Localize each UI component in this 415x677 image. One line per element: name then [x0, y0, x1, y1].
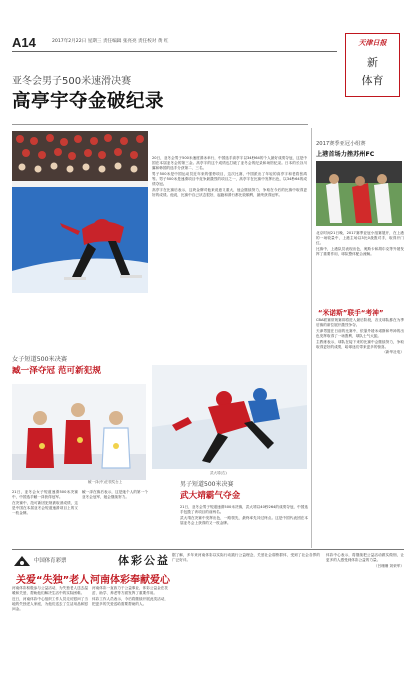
- right-top-paragraph: 比赛中，上港队员表现出色，奥斯卡和胡尔克等外援发挥了重要作用，球队整体配合流畅。: [316, 246, 404, 256]
- center-mid-paragraph: 武大靖在决赛中发挥出色，一路领先，最终率先冲过终点。这是中国代表团在本届亚冬会上获得的又一枚金牌。: [180, 515, 308, 525]
- lottery-section: 体彩公益: [118, 554, 170, 567]
- center-mid-photo-caption: 武大靖(右): [210, 471, 227, 475]
- bottom-paragraph: 体彩中心表示，将继续把公益活动做实做细，让更多的人感受到体彩公益的力量。: [326, 553, 404, 563]
- lead-kicker: 亚冬会男子500米速滑决赛: [12, 76, 132, 87]
- section-title-1: 新: [367, 56, 378, 69]
- center-mid-paragraph: 21日，亚冬会男子短道速滑500米决赛，武大靖以40秒264的成绩夺冠，中国选手包揽了该项目的前两名。: [180, 505, 308, 515]
- left-mid-photo-caption: 臧一泽(中)在领奖台上: [88, 480, 123, 484]
- left-mid-body-b: [82, 490, 148, 501]
- left-mid-headline: 臧一泽夺冠 范可新犯规: [12, 366, 101, 376]
- right-mid-paragraph: 天津男篮在日前的比赛中，依靠外援米诺斯和考神的出色发挥取得了一场胜利，球队士气大振。: [316, 328, 404, 338]
- bottom-paragraph: 近日，河南体彩中心组织工作人员走访慰问了当地的失独老人家庭，为他们送去了生活用品和慰问金。: [12, 596, 88, 611]
- right-mid-paragraph: CBA联赛常规赛即将进入最后阶段，各支球队都在为季后赛的席位展开激烈争夺。: [316, 318, 404, 328]
- lead-headline: 高亭宇夺金破纪录: [12, 91, 165, 112]
- right-top-headline: 上港首场力挫苏州FC: [316, 151, 375, 158]
- lead-paragraph: 高亭宇在比赛后表示，这块金牌对他来说意义重大，他会继续努力，争取在今后的比赛中取得更好的成绩。他说，比赛中自己状态很好，起跑和滑行都比较顺利，最终获得冠军。: [152, 187, 307, 197]
- bottom-paragraph: 河南体彩积极参与公益活动，为失独老人送去温暖和关爱，帮助他们解决生活中的实际困难。: [12, 586, 88, 596]
- lead-paragraph: 男子500米是中国运动员近年来的强势项目，这次比赛，中国派出了年轻的高亭宇和老将张鸿等。男子500米是速滑项目中竞争最激烈的项目之一，高亭宇在比赛中发挥出色，以34秒64的成绩夺冠。: [152, 171, 307, 187]
- podium-photo: [12, 384, 146, 480]
- right-top-kicker: 2017赛季亚冠小组赛: [316, 141, 366, 147]
- left-mid-paragraph: 在决赛中，范可新因犯规被取消成绩，这是中国在本届亚冬会短道速滑项目上的又一枚金牌。: [12, 500, 78, 515]
- right-top-paragraph: 北京时间21日晚，2017赛季亚冠小组赛展开，在上港的一场较量中，上港主场以3比0战胜对手，取得开门红。: [316, 231, 404, 246]
- feature-right-headline: 河南体彩奉献爱心: [90, 575, 170, 586]
- brand-logo: 天津日报: [358, 38, 387, 47]
- center-mid-kicker: 男子短道500米决赛: [180, 481, 234, 488]
- bottom-body-left: [12, 586, 88, 613]
- left-mid-paragraph: 21日，亚冬会女子短道速滑500米决赛中，中国选手臧一泽获得冠军。: [12, 490, 78, 500]
- column-divider: [311, 128, 312, 548]
- lottery-logo-icon: [12, 553, 32, 567]
- page-number: A14: [12, 35, 36, 50]
- bottom-body-mid: [92, 586, 168, 608]
- left-mid-body-a: [12, 490, 78, 517]
- left-mid-kicker: 女子短道500米决赛: [12, 356, 68, 363]
- masthead-meta: 2017年2月22日 星期三 责任编辑 张亮亮 责任校对 黄 红: [52, 39, 169, 44]
- feature-left-headline: 关爱“失独”老人: [16, 575, 90, 586]
- left-mid-paragraph: 臧一泽在赛后表示，这是她个人的第一个亚冬会冠军，她会继续努力。: [82, 490, 148, 500]
- bottom-paragraph: 据了解，多年来河南体彩以实际行动践行公益理念，关爱社会弱势群体，受到了社会各界的广泛好评。: [172, 553, 320, 563]
- bottom-paragraph: 体彩工作人员表示，今后将继续开展此类活动，把更多的关爱送给需要帮助的人。: [92, 596, 168, 606]
- bottom-rule: [12, 549, 404, 550]
- bottom-paragraph: 河南体彩一直致力于公益事业，体彩公益金在扶贫、助学、养老等方面发挥了重要作用。: [92, 586, 168, 596]
- header-rule: [12, 51, 337, 52]
- right-mid-headline: “米诺斯”联手“考神”: [318, 309, 384, 317]
- bottom-source: （吕珊珊 刘荣军）: [373, 563, 404, 568]
- right-top-body: [316, 231, 404, 258]
- speed-skating-photo: [12, 131, 148, 293]
- lead-paragraph: 20日，亚冬会男子500米速度滑冰举行，中国选手高亭宇以34秒64的个人最好成绩夺冠，这是中国在本届亚冬会的第三金。高亭宇的这个成绩也打破了亚冬会的纪录和场馆纪录。日本的长谷川翼和韩国的选手分获第二、三名。: [152, 156, 307, 171]
- section-badge: [345, 33, 400, 97]
- lead-body: [152, 156, 307, 199]
- bottom-body-center: [172, 553, 320, 564]
- lead-rule: [12, 124, 308, 125]
- right-mid-paragraph: 主教练表示，球队在接下来的比赛中会继续努力，争取取得更好的成绩，给球迷们带来更多的惊喜。: [316, 339, 404, 349]
- right-mid-body: [316, 318, 404, 356]
- right-mid-source: （新华社电）: [382, 350, 404, 355]
- center-mid-headline: 武大靖霸气夺金: [180, 491, 241, 501]
- section-title-2: 体育: [361, 74, 384, 87]
- football-photo: [316, 161, 402, 226]
- center-mid-body: [180, 505, 308, 527]
- short-track-photo: [152, 365, 307, 469]
- lottery-brand: 中国体育彩票: [34, 558, 67, 564]
- bottom-body-right: [326, 553, 404, 569]
